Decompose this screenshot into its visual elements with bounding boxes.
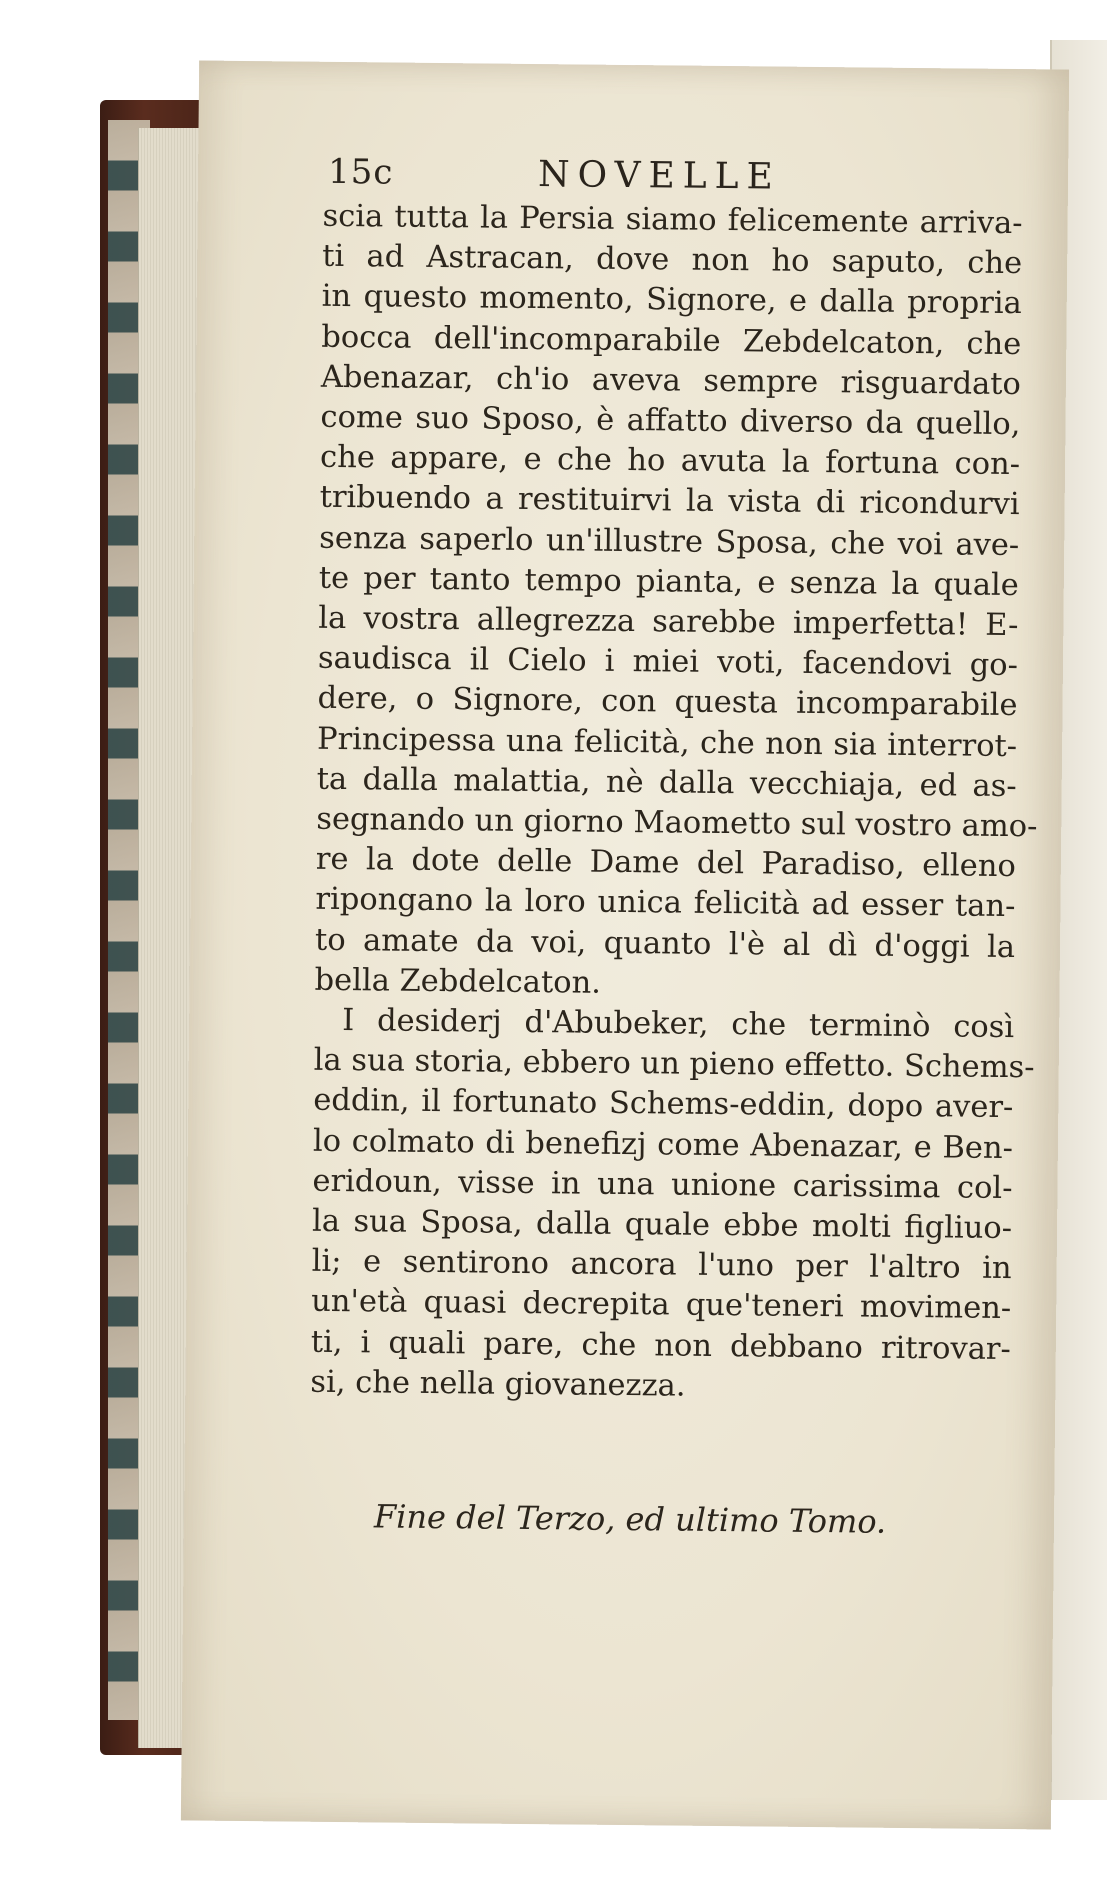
text-line: come suo Sposo, è affatto diverso da quello, — [320, 399, 1021, 443]
text-line: si, che nella giovanezza. — [310, 1364, 686, 1404]
paragraph — [310, 1001, 1035, 1410]
paragraphs — [310, 197, 1038, 1410]
paragraph — [314, 197, 1038, 1008]
text-line: senza saperlo un'illustre Sposa, che voi ave- — [319, 520, 1020, 563]
text-line: dere, o Signore, con questa incomparabile — [317, 681, 1018, 724]
book-page — [181, 60, 1069, 1829]
text-line: I desiderj d'Abubeker, che terminò così — [342, 1003, 1015, 1046]
text-line: re la dote delle Dame del Paradiso, elleno — [315, 842, 1017, 885]
text-line: in questo momento, Signore, e dalla propria — [321, 279, 1022, 322]
text-line: ta dalla malattia, nè dalla vecchiaja, ed as- — [316, 761, 1017, 804]
body-text — [310, 197, 1038, 1410]
text-line: Abenazar, ch'io aveva sempre risguardato — [320, 359, 1022, 402]
text-line: eridoun, visse in una unione carissima col- — [312, 1163, 1013, 1206]
text-line: tribuendo a restituirvi la vista di ricondurvi — [319, 480, 1020, 523]
text-line: to amate da voi, quanto l'è al dì d'oggi la — [314, 922, 1016, 965]
text-line: la sua storia, ebbero un pieno effetto. Schems- — [313, 1043, 1035, 1086]
text-line: te per tanto tempo pianta, e senza la quale — [318, 560, 1019, 603]
text-line: scia tutta la Persia siamo felicemente arriva- — [322, 198, 1023, 242]
text-line: ripongano la loro unica felicità ad esser tan- — [315, 882, 1016, 925]
text-line: li; e sentirono ancora l'uno per l'altro in — [311, 1244, 1012, 1287]
text-line: un'età quasi decrepita que'teneri movimen- — [311, 1284, 1012, 1327]
text-line: la vostra allegrezza sarebbe imperfetta! E- — [318, 600, 1019, 644]
text-line: ti, i quali pare, che non debbano ritrovar- — [310, 1324, 1011, 1367]
text-line: ti ad Astracan, dove non ho saputo, che — [322, 238, 1023, 282]
text-line: bocca dell'incomparabile Zebdelcaton, che — [321, 319, 1022, 362]
text-line: segnando un giorno Maometto sul vostro amo- — [316, 801, 1038, 845]
text-line: la sua Sposa, dalla quale ebbe molti figliuo- — [311, 1203, 1013, 1247]
text-line: lo colmato di benefizj come Abenazar, e Ben- — [312, 1123, 1014, 1166]
text-line: eddin, il fortunato Schems-eddin, dopo aver- — [313, 1083, 1014, 1126]
text-line: saudisca il Cielo i miei voti, facendovi go- — [317, 641, 1019, 684]
closing-line: Fine del Terzo, ed ultimo Tomo. — [373, 1497, 887, 1541]
text-line: che appare, e che ho avuta la fortuna con- — [319, 440, 1021, 483]
running-title: NOVELLE — [537, 154, 782, 198]
text-line: bella Zebdelcaton. — [314, 962, 602, 1001]
page-number: 15c — [327, 151, 394, 193]
text-line: Principessa una felicità, che non sia interrot- — [316, 721, 1018, 764]
